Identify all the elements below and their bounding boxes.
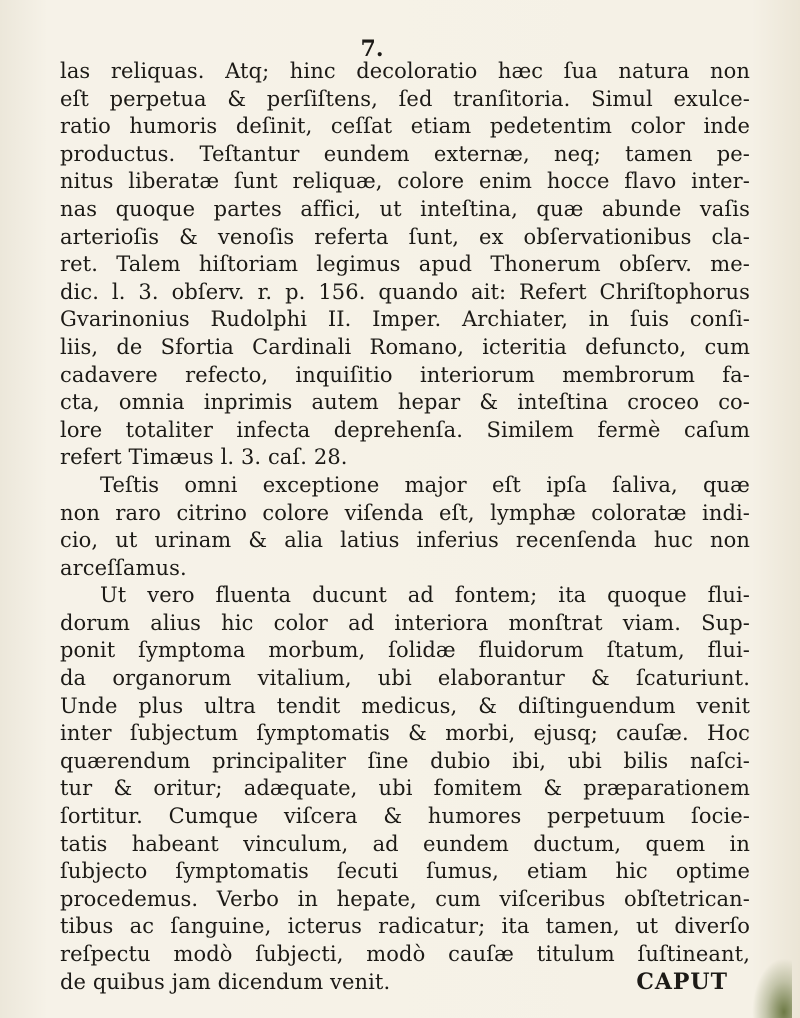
text-line: las reliquas. Atq; hinc decoloratio hæc ſua natura non (60, 59, 750, 83)
text-line: tibus ac ſanguine, icterus radicatur; ita tamen, ut diverſo (60, 914, 750, 939)
catchword: CAPUT (636, 969, 728, 995)
text-line: reſpectu modò ſubjecti, modò cauſæ titulum ſuſtineant, (60, 942, 750, 966)
text-line: lore totaliter infecta deprehenſa. Similem fermè caſum (60, 417, 750, 442)
paragraph-start-line: Teſtis omni exceptione major eſt ipſa ſaliva, quæ (100, 472, 750, 497)
text-line: ſortitur. Cumque viſcera & humores perpetuum ſocie- (60, 804, 750, 829)
text-line: ratio humoris deſinit, ceſſat etiam pedetentim color inde (60, 114, 750, 139)
text-line: liis, de Sfortia Cardinali Romano, icteritia defuncto, cum (60, 334, 750, 359)
text-line: productus. Teſtantur eundem externæ, neq; tamen pe- (60, 141, 750, 166)
text-line: ret. Talem hiſtoriam legimus apud Thonerum obſerv. me- (60, 252, 750, 277)
page-number: 7. (360, 36, 384, 62)
text-line: de quibus jam dicendum venit. (60, 969, 391, 994)
text-line: cta, omnia inprimis autem hepar & inteſtina croceo co- (60, 390, 750, 415)
text-line: tur & oritur; adæquate, ubi fomitem & præparationem (60, 776, 750, 801)
text-line: ponit ſymptoma morbum, ſolidæ fluidorum ſtatum, flui- (60, 638, 750, 663)
text-line: dic. l. 3. obſerv. r. p. 156. quando ait: Refert Chriſtophorus (60, 279, 750, 304)
body-text (60, 58, 750, 996)
text-line: tatis habeant vinculum, ad eundem ductum, quem in (60, 831, 750, 856)
text-line: arterioſis & venoſis referta ſunt, ex obſervationibus cla- (60, 224, 750, 249)
text-line: ſubjecto ſymptomatis ſecuti ſumus, etiam hic optime (60, 859, 750, 884)
text-line: procedemus. Verbo in hepate, cum viſceribus obſtetrican- (60, 886, 750, 911)
text-line: da organorum vitalium, ubi elaborantur & ſcaturiunt. (60, 666, 750, 691)
text-line: nas quoque partes affici, ut inteſtina, quæ abunde vaſis (60, 196, 750, 221)
text-line: inter ſubjectum ſymptomatis & morbi, ejusq; cauſæ. Hoc (60, 721, 750, 746)
text-line: non raro citrino colore viſenda eſt, lymphæ coloratæ indi- (60, 500, 750, 525)
text-line: cio, ut urinam & alia latius inferius recenſenda huc non (60, 528, 750, 553)
text-line: dorum alius hic color ad interiora monſtrat viam. Sup- (60, 610, 750, 635)
text-line: Gvarinonius Rudolphi II. Imper. Archiater, in ſuis conſi- (60, 307, 750, 332)
text-line: quærendum principaliter ſine dubio ibi, ubi bilis naſci- (60, 748, 750, 773)
text-line: cadavere refecto, inquiſitio interiorum membrorum fa- (60, 362, 750, 387)
page-stain (752, 958, 792, 1018)
text-line: refert Timæus l. 3. caſ. 28. (60, 445, 348, 470)
text-line: arceſſamus. (60, 555, 187, 580)
text-line: nitus liberatæ ſunt reliquæ, colore enim hocce flavo inter- (60, 169, 750, 194)
paragraph-start-line: Ut vero fluenta ducunt ad fontem; ita quoque flui- (100, 583, 750, 608)
text-line: Unde plus ultra tendit medicus, & diſtinguendum venit (60, 693, 750, 718)
text-line: eſt perpetua & perſiſtens, ſed tranſitoria. Simul exulce- (60, 86, 750, 111)
